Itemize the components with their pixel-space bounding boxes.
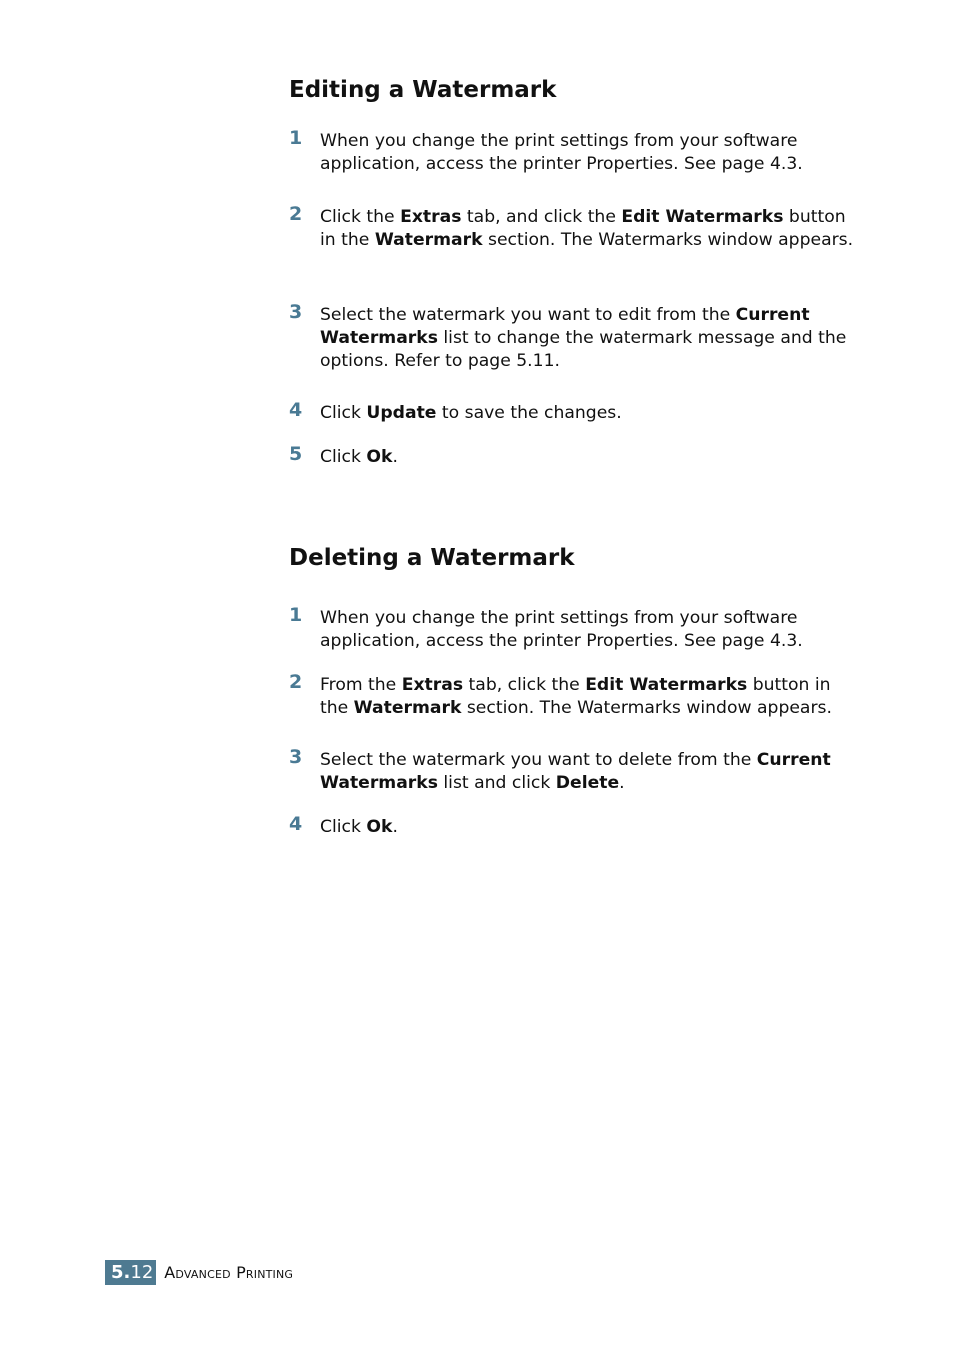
text-segment: . [619,773,625,793]
text-segment: button in the [320,675,831,718]
step-number: 1 [289,127,303,149]
ui-term: Edit Watermarks [621,207,784,227]
step-number: 2 [289,671,303,693]
step-text [320,607,856,653]
ui-term: Extras [400,207,462,227]
text-segment: Click [320,447,367,467]
step-text [320,749,856,795]
text-segment: . [392,447,398,467]
step-text [320,816,856,839]
step-text [320,674,856,720]
page-number: 12 [130,1262,154,1283]
text-segment: Select the watermark you want to edit from the [320,305,736,325]
text-segment: Click [320,817,367,837]
text-segment: tab, click the [463,675,586,695]
ui-term: Ok [366,817,393,837]
text-segment: When you change the print settings from your software application, access the printer Properties. See page 4.3. [320,131,803,174]
step-number: 3 [289,746,303,768]
text-segment: tab, and click the [461,207,622,227]
step-text [320,402,856,425]
text-segment: . [392,817,398,837]
section-title: Advanced Printing [164,1263,294,1282]
ui-term: Delete [555,773,620,793]
ui-term: Watermark [374,230,483,250]
text-segment: When you change the print settings from your software application, access the printer Properties. See page 4.3. [320,608,803,651]
text-segment: section. The Watermarks window appears. [482,230,854,250]
step-number: 5 [289,443,303,465]
step-number: 1 [289,604,303,626]
ui-term: Edit Watermarks [585,675,748,695]
step-text [320,446,856,469]
text-segment: Click [320,403,367,423]
text-segment: to save the changes. [436,403,622,423]
step-text [320,304,856,373]
step-text [320,130,856,176]
section-heading-editing: Editing a Watermark [289,77,557,103]
ui-term: Update [366,403,437,423]
page-footer [105,1260,293,1285]
text-segment: From the [320,675,402,695]
text-segment: list to change the watermark message and the options. Refer to page 5.11. [320,328,847,371]
ui-term: Current Watermarks [320,750,831,793]
page-number-badge [105,1260,156,1285]
text-segment: section. The Watermarks window appears. [461,698,832,718]
step-number: 2 [289,203,303,225]
step-text [320,206,856,252]
ui-term: Extras [401,675,464,695]
ui-term: Watermark [353,698,462,718]
text-segment: Select the watermark you want to delete from the [320,750,757,770]
chapter-number: 5. [111,1262,131,1283]
section-heading-deleting: Deleting a Watermark [289,545,575,571]
ui-term: Current Watermarks [320,305,810,348]
ui-term: Ok [366,447,393,467]
text-segment: button in the [320,207,846,250]
text-segment: list and click [437,773,556,793]
step-number: 3 [289,301,303,323]
step-number: 4 [289,399,303,421]
text-segment: Click the [320,207,401,227]
step-number: 4 [289,813,303,835]
